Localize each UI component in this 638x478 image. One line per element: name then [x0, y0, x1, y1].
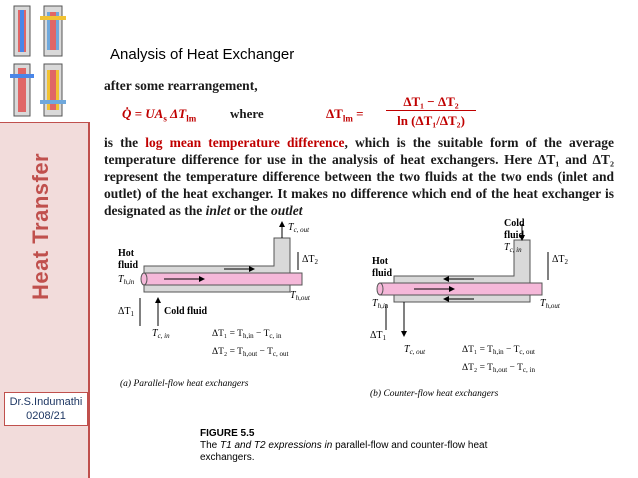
counter-th-in-T: T: [372, 298, 378, 309]
counter-eq1: [462, 345, 535, 356]
eq-numerator: ΔT₁ − ΔT₂: [386, 94, 476, 111]
parallel-eq1-a: ΔT₁ = T: [212, 329, 243, 339]
counter-tc-out-T: T: [404, 344, 410, 355]
thumbnail-2: [40, 6, 66, 56]
counter-flow-diagram: [370, 218, 569, 399]
counter-hot-label: Hot: [372, 256, 389, 267]
parallel-dt1-sub: 1: [130, 310, 135, 318]
counter-th-out-T: T: [540, 298, 546, 309]
counter-tc-in-sub: c, in: [509, 246, 522, 254]
parallel-tc-in-sub: c, in: [157, 332, 170, 340]
parallel-cold-label: Cold fluid: [164, 306, 208, 317]
eq-dt: ΔT: [170, 106, 187, 121]
para-part-2: , which is the suitable form of the average temperature difference for use in the analysis of heat exchangers. Here: [104, 135, 615, 167]
caption-part-1: The: [200, 440, 221, 451]
counter-dt2: [552, 254, 569, 266]
eq-q: Q̇ = UA: [122, 106, 164, 121]
counter-tc-out-sub: c, out: [409, 348, 426, 356]
counter-dt1-sub: 1: [382, 334, 387, 342]
slide-title: Analysis of Heat Exchanger: [110, 46, 295, 63]
counter-tc-out: [404, 344, 426, 356]
para-part-1: is the: [104, 135, 146, 150]
para-outlet: outlet: [271, 203, 303, 218]
thumbnail-images: [0, 0, 90, 122]
parallel-tc-out-sub: c, out: [293, 226, 310, 234]
parallel-tc-in-T: T: [152, 328, 158, 339]
parallel-eq2-sub-a: h,out: [242, 350, 258, 358]
counter-tc-in-T: T: [504, 242, 510, 253]
counter-dt2-T: ΔT: [552, 254, 565, 265]
para-part-3: represent the temperature difference between the two fluids at the two ends (inlet and outlet) of the heat exchanger. It makes no difference which end of the heat exchanger is designated as the: [104, 169, 614, 218]
parallel-caption: (a) Parallel-flow heat exchangers: [120, 379, 249, 389]
parallel-eq2: [212, 347, 289, 358]
counter-th-out: [540, 298, 561, 310]
figure-caption-text: [200, 440, 500, 464]
parallel-eq1-b: − T: [253, 329, 270, 339]
counter-eq2-a: ΔT₂ = T: [462, 363, 493, 373]
lmtd-equation: [104, 94, 614, 130]
eq-denominator: ln (ΔT₁/ΔT₂): [397, 113, 465, 128]
counter-th-in-sub: h,in: [377, 302, 389, 310]
counter-eq1-sub-a: h,in: [492, 348, 504, 356]
thumbnail-3: [10, 64, 34, 116]
text-block: [104, 78, 614, 219]
author-box: [4, 392, 88, 426]
parallel-dt2-sub: 2: [314, 258, 319, 266]
eq-s-sub: s: [163, 113, 167, 124]
parallel-hot-label: Hot: [118, 248, 135, 259]
parallel-th-in-T: T: [118, 274, 124, 285]
parallel-th-out-sub: h,out: [295, 294, 310, 302]
parallel-eq2-b: − T: [257, 347, 273, 357]
parallel-dt1-T: ΔT: [118, 306, 131, 317]
parallel-tc-in: [152, 328, 170, 340]
counter-eq1-sub-c: c, out: [519, 348, 535, 356]
heat-exchanger-figure: [104, 218, 614, 400]
parallel-tube-end: [141, 273, 147, 285]
thumbnail-4: [40, 64, 66, 116]
eq-lm-left: $\Delta T_{lm}$ =: [326, 106, 364, 124]
counter-dt2-sub: 2: [564, 258, 569, 266]
parallel-eq1-sub-c: c, in: [269, 332, 282, 340]
counter-th-out-sub: h,out: [545, 302, 560, 310]
figure-caption: [200, 428, 500, 464]
author-name: Dr.S.Indumathi: [9, 396, 83, 408]
counter-dt1-T: ΔT: [370, 330, 383, 341]
lmtd-paragraph: [104, 134, 614, 219]
counter-eq1-a: ΔT₁ = T: [462, 345, 493, 355]
caption-italic: T1 and T2 expressions in: [220, 440, 333, 451]
sidebar-title: Heat Transfer: [28, 152, 53, 300]
caption-part-2: parallel-flow and counter-flow heat exchangers.: [200, 440, 488, 463]
para-dt: ΔT₁ and ΔT₂: [537, 152, 614, 167]
counter-eq1-b: − T: [503, 345, 520, 355]
counter-eq2-b: − T: [507, 363, 523, 373]
para-or: or the: [230, 203, 272, 218]
eq-left: [122, 106, 196, 124]
figure-label: FIGURE 5.5: [200, 428, 255, 439]
counter-caption: (b) Counter-flow heat exchangers: [370, 389, 499, 399]
parallel-th-in: [118, 274, 135, 286]
sidebar: [0, 0, 90, 478]
counter-th-in: [372, 298, 389, 310]
parallel-flow-diagram: [118, 222, 319, 389]
parallel-th-out-T: T: [290, 290, 296, 301]
intro-text: after some rearrangement,: [104, 78, 258, 93]
parallel-eq1: [212, 329, 282, 340]
counter-inner-tube: [380, 283, 542, 295]
counter-hot-label-2: fluid: [372, 268, 393, 279]
counter-cold-label: Cold: [504, 218, 525, 229]
eq-lm-label-sub: lm: [342, 113, 353, 124]
heat-exchanger-thumbnails: [0, 0, 90, 123]
thumbnail-1: [14, 6, 30, 56]
parallel-eq2-sub-c: c, out: [272, 350, 289, 358]
parallel-th-in-sub: h,in: [123, 278, 135, 286]
parallel-th-out: [290, 290, 311, 302]
parallel-dt2: [302, 254, 319, 266]
author-date: 0208/21: [26, 410, 66, 422]
counter-cold-label-2: fluid: [504, 230, 525, 241]
counter-eq2: [462, 363, 535, 374]
eq-lm-label: ΔT: [326, 106, 343, 121]
parallel-tc-out-T: T: [288, 222, 294, 233]
parallel-eq2-a: ΔT₂ = T: [212, 347, 243, 357]
para-highlight: log mean temperature difference: [145, 135, 345, 150]
parallel-dt1: [118, 306, 135, 318]
counter-dt1: [370, 330, 387, 342]
counter-eq2-sub-c: c, in: [522, 366, 535, 374]
parallel-eq1-sub-a: h,in: [242, 332, 254, 340]
eq-where: where: [230, 106, 264, 121]
eq-lm-sub: lm: [186, 113, 197, 124]
para-inlet: inlet: [205, 203, 231, 218]
figure-svg: [104, 218, 614, 400]
parallel-dt2-T: ΔT: [302, 254, 315, 265]
counter-eq2-sub-a: h,out: [492, 366, 508, 374]
counter-tube-end: [377, 283, 383, 295]
parallel-tc-out: [288, 222, 310, 234]
parallel-hot-label-2: fluid: [118, 260, 139, 271]
